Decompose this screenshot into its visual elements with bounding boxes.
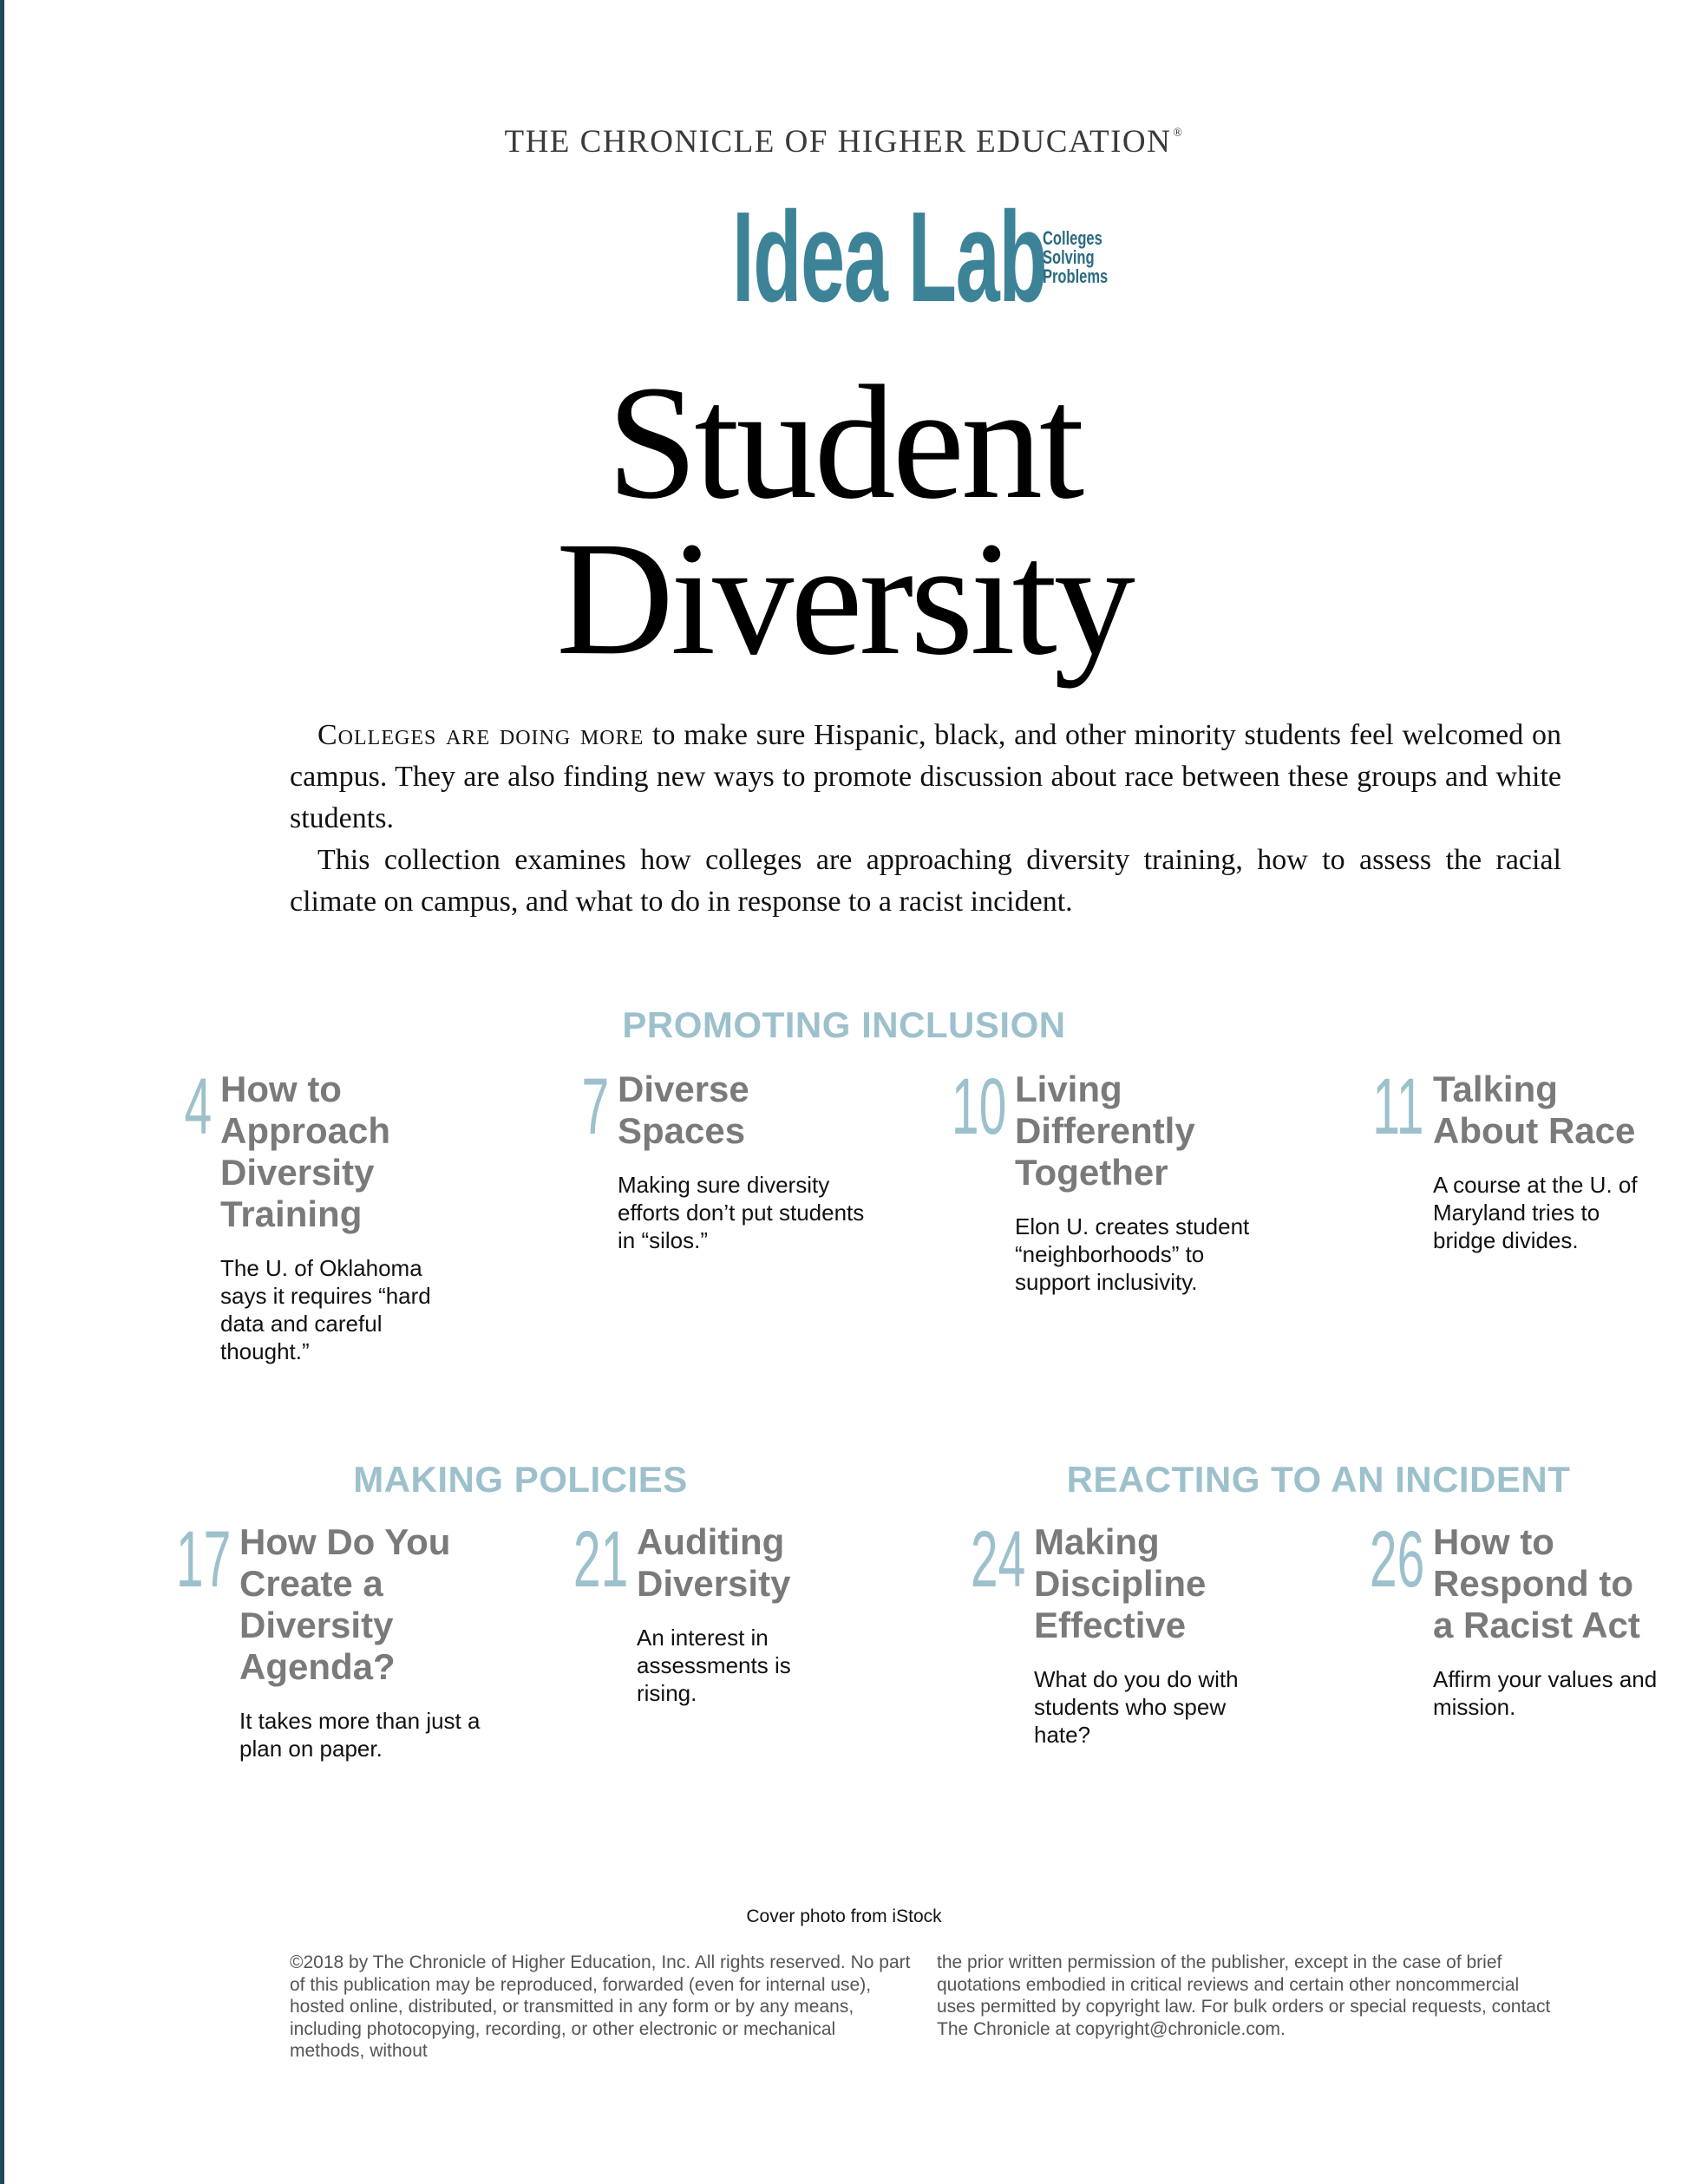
entry-headline: Auditing Diversity [637, 1521, 791, 1604]
page-number: 26 [1369, 1515, 1424, 1604]
publication-name: THE CHRONICLE OF HIGHER EDUCATION [504, 124, 1172, 160]
toc-entry[interactable] [951, 1063, 1284, 1296]
section-promoting-inclusion: PROMOTING INCLUSION [622, 1004, 1066, 1045]
cover-photo-credit: Cover photo from iStock [746, 1906, 942, 1926]
entry-dek: What do you do with students who spew hate? [1034, 1666, 1239, 1748]
registered-mark: ® [1173, 127, 1184, 140]
entry-dek: Elon U. creates student “neighborhoods” to support inclusivity. [1015, 1213, 1250, 1295]
brand-tagline [1043, 229, 1108, 286]
entry-headline: Making Discipline Effective [1034, 1521, 1207, 1645]
entry-dek: It takes more than just a plan on paper. [239, 1708, 481, 1762]
entry-headline: How Do You Create a Diversity Agenda? [239, 1521, 451, 1687]
entry-headline: How to Approach Diversity Training [220, 1069, 391, 1234]
toc-entry[interactable] [184, 1063, 472, 1365]
intro-paragraph [290, 715, 1561, 840]
copyright-notice-right: the prior written permission of the publisher, except in the case of brief quotations embodied in critical reviews and certain other noncommercial uses permitted by copyright law. For bulk orders or special requests, contact The Chronicle at copyright@chronicle.com. [937, 1952, 1551, 2039]
title-line: Diversity [556, 507, 1132, 689]
entry-dek: Affirm your values and mission. [1433, 1666, 1658, 1720]
brand-name: Idea Lab [732, 186, 1047, 329]
page-number: 10 [951, 1063, 1006, 1151]
page-number: 4 [184, 1063, 212, 1151]
page-number: 21 [572, 1515, 628, 1604]
idea-lab-logo [732, 186, 1129, 329]
copyright-notice-left: ©2018 by The Chronicle of Higher Education, Inc. All rights reserved. No part of this publication may be reproduced, forwarded (even for internal use), hosted online, distributed, or transmitted in any form or by any means, including photocopying, recording, or other electronic or mechanical methods, without [290, 1952, 911, 2061]
entry-headline: Talking About Race [1433, 1069, 1636, 1151]
toc-entry[interactable] [572, 1515, 828, 1707]
intro-body: to make sure Hispanic, black, and other minority students feel welcomed on campus. They are also finding new ways to promote discussion about race between these groups and white students. [290, 719, 1561, 834]
intro-lead-in: Colleges are doing more [317, 719, 644, 751]
page-number: 11 [1372, 1063, 1424, 1151]
entry-headline: Diverse Spaces [618, 1069, 749, 1151]
entry-headline: Living Differently Together [1015, 1069, 1195, 1193]
page-number: 17 [175, 1515, 231, 1604]
toc-entry[interactable] [970, 1515, 1251, 1749]
page-number: 7 [581, 1063, 609, 1151]
page-number: 24 [970, 1515, 1025, 1604]
entry-dek: Making sure diversity efforts don’t put students in “silos.” [618, 1172, 865, 1253]
entry-dek: An interest in assessments is rising. [637, 1625, 791, 1706]
toc-entry[interactable] [1369, 1515, 1660, 1721]
toc-entry[interactable] [175, 1515, 491, 1762]
intro-text [290, 715, 1561, 923]
entry-dek: A course at the U. of Maryland tries to bridge divides. [1433, 1172, 1638, 1253]
section-making-policies: MAKING POLICIES [353, 1459, 688, 1500]
left-edge-rule [0, 0, 4, 2184]
page-title [0, 351, 1688, 689]
intro-paragraph: This collection examines how colleges are approaching diversity training, how to assess the racial climate on campus, and what to do in response to a racist incident. [290, 844, 1561, 918]
toc-entry[interactable] [581, 1063, 869, 1254]
tagline-line: Problems [1043, 265, 1109, 287]
tagline-line: Colleges [1043, 227, 1102, 249]
section-reacting-to-incident: REACTING TO AN INCIDENT [1066, 1459, 1571, 1500]
entry-dek: The U. of Oklahoma says it requires “hard data and careful thought.” [220, 1255, 431, 1364]
toc-entry[interactable] [1372, 1063, 1660, 1254]
masthead [0, 123, 1688, 160]
tagline-line: Solving [1043, 246, 1095, 268]
entry-headline: How to Respond to a Racist Act [1433, 1521, 1640, 1645]
title-line: Student [606, 351, 1082, 533]
